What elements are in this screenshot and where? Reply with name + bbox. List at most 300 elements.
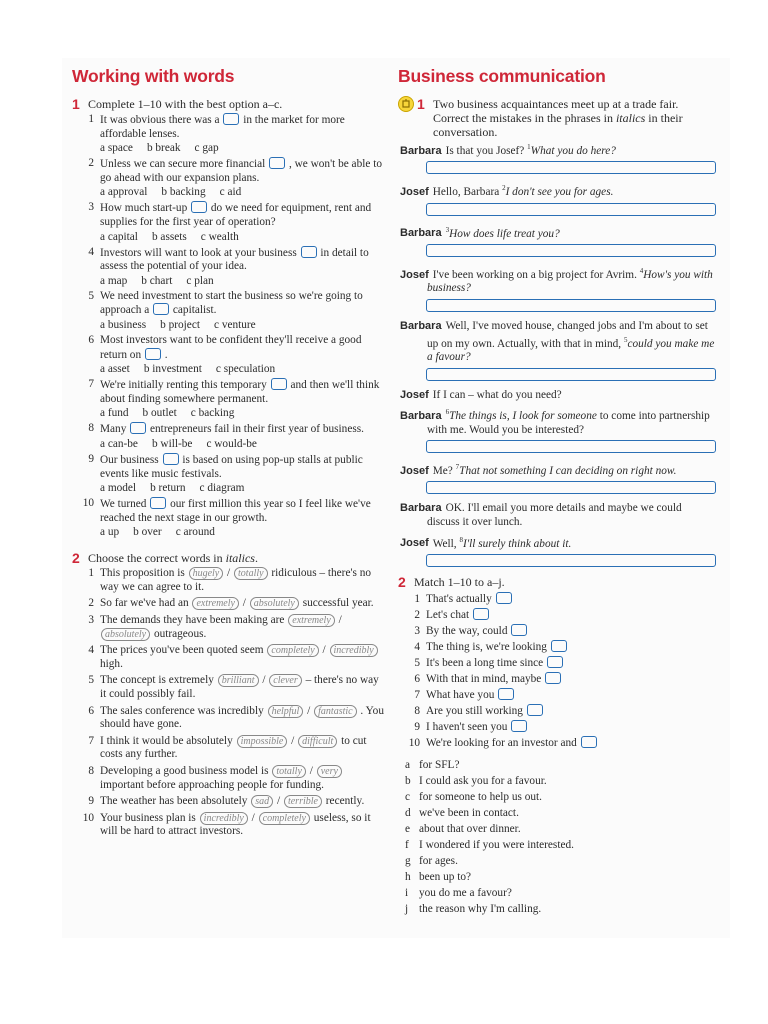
mistake-phrase: I don't see you for ages.: [505, 186, 614, 199]
exercise-instruction: [88, 551, 384, 565]
dialogue-text: Well,: [432, 537, 460, 550]
option-b[interactable]: b break: [146, 142, 181, 155]
answer-gap-input[interactable]: [223, 113, 239, 125]
mistake-number: 4: [639, 267, 644, 276]
match-answer: [405, 869, 716, 885]
answer-gap-input[interactable]: [271, 378, 287, 390]
speaker-name: Barbara: [400, 227, 442, 240]
match-answer: [405, 901, 716, 917]
question-number: 8: [88, 422, 94, 435]
correction-input[interactable]: [426, 440, 716, 453]
question-number: 1: [88, 113, 94, 125]
word-choice-1[interactable]: extremely: [192, 597, 239, 610]
option-b[interactable]: b investment: [143, 363, 202, 376]
answer-letter: e: [405, 823, 411, 836]
option-a[interactable]: a approval: [100, 186, 148, 199]
question-number: 1: [414, 593, 420, 606]
answer-text: you do me a favour?: [419, 887, 512, 900]
dialogue-line: [400, 534, 716, 551]
question-text: [426, 719, 716, 735]
question-number: 7: [88, 378, 94, 391]
match-questions: [398, 591, 716, 751]
word-choice-1[interactable]: hugely: [189, 567, 224, 580]
answer-options: [100, 141, 384, 155]
option-a[interactable]: a business: [100, 318, 147, 331]
option-a[interactable]: a fund: [100, 407, 129, 420]
answer-gap-input[interactable]: [153, 303, 169, 315]
answer-text: for ages.: [419, 855, 458, 868]
instruction-text: Two business acquaintances meet up at a trade fair. Correct the mistakes in the phrases in: [433, 97, 679, 125]
question-number: 3: [88, 201, 94, 214]
answer-text: I could ask you for a favour.: [419, 775, 547, 788]
mistake-phrase: The things is, I look for someone: [449, 409, 597, 422]
question-number: 6: [414, 673, 420, 686]
match-answers: [398, 757, 716, 917]
option-a[interactable]: a map: [100, 274, 128, 287]
answer-options: [100, 481, 384, 495]
exercise-instruction: Complete 1–10 with the best option a–c.: [88, 97, 283, 111]
question-text: [426, 607, 716, 623]
word-choice-2[interactable]: incredibly: [330, 644, 378, 657]
question-text: The prices you've been quoted seem completely / incredibly high.: [100, 644, 384, 671]
answer-gap-input[interactable]: [545, 672, 561, 684]
answer-letter: b: [405, 775, 411, 788]
word-choice-1[interactable]: totally: [272, 765, 306, 778]
question-text-after: successful year.: [302, 597, 374, 610]
answer-options: [100, 362, 384, 376]
question-text: [100, 497, 384, 525]
answer-options: [100, 437, 384, 451]
question-text-before: Unless we can secure more financial: [100, 158, 266, 171]
question-text: Let's chat: [426, 609, 470, 622]
answer-options: [100, 274, 384, 288]
working-with-words-section: [72, 66, 384, 842]
question-text: [426, 671, 716, 687]
question-text-before: How much start-up: [100, 202, 188, 215]
answer-letter: j: [405, 903, 409, 916]
answer-gap-input[interactable]: [551, 640, 567, 652]
exercise-2-list: [72, 567, 384, 839]
question-number: 9: [88, 795, 94, 808]
question-text-after: in the market for more affordable lenses.: [100, 114, 345, 140]
exercise-number: 1: [417, 96, 425, 112]
question-number: 3: [414, 625, 420, 638]
question-number: 3: [88, 614, 94, 627]
option-b[interactable]: b project: [160, 318, 200, 331]
answer-text: been up to?: [419, 871, 472, 884]
question-text-before: We turned: [100, 498, 147, 511]
correction-input[interactable]: [426, 203, 716, 216]
question-text: By the way, could: [426, 625, 508, 638]
dialogue-line: [400, 461, 716, 478]
question-number: 8: [414, 705, 420, 718]
answer-letter: i: [405, 887, 409, 900]
speaker-name: Barbara: [400, 409, 442, 422]
question-text: The weather has been absolutely sad / terrible recently.: [100, 795, 365, 808]
instruction-italic: italics: [225, 551, 255, 566]
mistake-phrase: How does life treat you?: [449, 227, 560, 240]
question-text: So far we've had an extremely / absolutely successful year.: [100, 597, 374, 610]
correction-input[interactable]: [426, 299, 716, 312]
question-text-before: The demands they have been making are: [100, 614, 285, 627]
option-b[interactable]: b backing: [161, 186, 206, 199]
question-number: 10: [408, 737, 420, 750]
match-question: [405, 591, 716, 607]
answer-gap-input[interactable]: [150, 497, 166, 509]
question-text-after: .: [164, 348, 168, 361]
question-text-after: do we need for equipment, rent and supplies for the first year of operation?: [100, 202, 372, 228]
question-item: [79, 422, 384, 437]
dialogue-text: Is that you Josef?: [445, 144, 528, 157]
answer-gap-input[interactable]: [498, 688, 514, 700]
answer-options: [100, 406, 384, 420]
question-text: Are you still working: [426, 705, 523, 718]
question-text-after: our first million this year so I feel like we've reached the next stage in our growth.: [100, 498, 371, 524]
speaker-name: Barbara: [400, 320, 442, 333]
exercise-2-header: [72, 551, 384, 565]
answer-text: for SFL?: [419, 759, 460, 772]
match-question: [405, 671, 716, 687]
question-number: 5: [414, 657, 420, 670]
option-c[interactable]: c around: [175, 526, 215, 539]
question-item: [79, 246, 384, 274]
option-a[interactable]: a model: [100, 482, 137, 495]
mistake-number: 5: [623, 335, 628, 344]
mistake-number: 6: [445, 408, 450, 417]
dialogue-text: OK. I'll email you more details and maybe we could discuss it over lunch.: [427, 502, 682, 529]
question-text-after: entrepreneurs fail in their first year of business.: [150, 423, 364, 436]
question-number: 6: [88, 704, 94, 717]
answer-options: [100, 230, 384, 244]
mistake-phrase: could you make me a favour?: [427, 337, 715, 363]
answer-letter: f: [405, 839, 409, 852]
question-item: [79, 157, 384, 185]
answer-options: [100, 318, 384, 332]
correction-input[interactable]: [426, 244, 716, 257]
question-text: Developing a good business model is totally / very important before approaching people for funding.: [100, 765, 384, 792]
match-question: [405, 735, 716, 751]
word-choice-2[interactable]: absolutely: [250, 597, 299, 610]
option-a[interactable]: a up: [100, 526, 120, 539]
question-text: [426, 623, 716, 639]
option-c[interactable]: c diagram: [199, 482, 245, 495]
word-choice-2[interactable]: difficult: [298, 735, 337, 748]
answer-gap-input[interactable]: [145, 348, 161, 360]
option-a[interactable]: a can-be: [100, 437, 138, 450]
answer-gap-input[interactable]: [581, 736, 597, 748]
question-text-before: So far we've had an: [100, 597, 189, 610]
exercise-instruction: Match 1–10 to a–j.: [414, 575, 505, 590]
question-number: 1: [88, 567, 94, 580]
option-b[interactable]: b outlet: [142, 407, 177, 420]
mistake-number: 1: [527, 143, 531, 151]
section-title-working-with-words: Working with words: [72, 66, 235, 86]
question-number: 7: [88, 734, 94, 747]
answer-letter: g: [405, 855, 411, 868]
match-answer: [405, 757, 716, 773]
option-b[interactable]: b over: [133, 526, 162, 539]
question-text: [100, 290, 384, 318]
option-c[interactable]: c gap: [194, 142, 219, 155]
answer-gap-input[interactable]: [301, 246, 317, 258]
question-number: 5: [88, 289, 94, 302]
match-question: [405, 719, 716, 735]
word-choice-2[interactable]: terrible: [284, 795, 322, 808]
option-b[interactable]: b assets: [151, 230, 187, 243]
answer-gap-input[interactable]: [511, 624, 527, 636]
question-item: [79, 705, 384, 732]
question-text: [100, 422, 384, 437]
question-text: [100, 453, 384, 481]
option-c[interactable]: c venture: [213, 318, 256, 331]
option-b[interactable]: b chart: [141, 274, 173, 287]
answer-text: we've been in contact.: [419, 807, 519, 820]
question-text-after: capitalist.: [172, 304, 217, 317]
answer-letter: d: [405, 807, 411, 820]
question-text-after: . You should have gone.: [100, 704, 384, 731]
instruction-italic: italics: [615, 111, 646, 125]
question-item: [79, 614, 384, 641]
answer-gap-input[interactable]: [496, 592, 512, 604]
question-item: [79, 378, 384, 406]
exercise-instruction: [433, 97, 716, 139]
question-number: 8: [88, 765, 94, 777]
dialogue-line: [400, 406, 716, 437]
answer-text: for someone to help us out.: [419, 791, 542, 804]
dialogue-line: [400, 502, 716, 529]
match-question: [405, 623, 716, 639]
mistake-number: 7: [455, 463, 460, 472]
answer-options: [100, 525, 384, 539]
answer-gap-input[interactable]: [163, 453, 179, 465]
speaker-name: Josef: [400, 537, 429, 550]
question-text-after: and then we'll think about finding somewhere permanent.: [100, 379, 380, 405]
question-text: [426, 687, 716, 703]
question-text-before: The sales conference was incredibly: [100, 704, 264, 717]
speaker-name: Josef: [400, 388, 429, 401]
speaker-name: Barbara: [400, 502, 442, 515]
option-c[interactable]: c plan: [186, 274, 214, 287]
question-item: [79, 334, 384, 362]
mistake-number: 8: [459, 535, 463, 544]
word-choice-1[interactable]: sad: [251, 795, 273, 808]
match-answer: [405, 821, 716, 837]
answer-text: about that over dinner.: [419, 823, 521, 836]
answer-gap-input[interactable]: [130, 422, 146, 434]
question-text: [100, 201, 384, 229]
question-item: [79, 453, 384, 481]
question-text: With that in mind, maybe: [426, 673, 542, 686]
match-answer: [405, 805, 716, 821]
question-text: [100, 246, 384, 274]
option-a[interactable]: a capital: [100, 230, 138, 243]
question-number: 4: [414, 641, 420, 654]
speaker-name: Barbara: [400, 144, 442, 157]
question-number: 9: [414, 721, 420, 734]
word-choice-1[interactable]: brilliant: [218, 674, 259, 687]
question-text-before: The concept is extremely: [100, 674, 214, 687]
match-answer: [405, 789, 716, 805]
speaker-name: Josef: [400, 186, 429, 199]
match-answer: [405, 853, 716, 869]
question-text: We're looking for an investor and: [426, 737, 577, 750]
correction-input[interactable]: [426, 368, 716, 381]
answer-options: [100, 185, 384, 199]
question-text: I think it would be absolutely impossible / difficult to cut costs any further.: [100, 734, 367, 761]
match-question: [405, 607, 716, 623]
question-text: [100, 113, 384, 141]
answer-gap-input[interactable]: [473, 608, 489, 620]
question-number: 4: [88, 644, 94, 657]
option-a[interactable]: a asset: [100, 363, 130, 376]
question-text-after: is based on using pop-up stalls at public events like music festivals.: [100, 453, 363, 480]
word-choice-2[interactable]: clever: [269, 674, 301, 687]
word-choice-2[interactable]: completely: [259, 812, 310, 825]
match-question: [405, 703, 716, 719]
word-choice-1[interactable]: impossible: [237, 735, 288, 748]
question-text-before: It was obvious there was a: [100, 114, 220, 126]
question-text-after: recently.: [325, 795, 365, 808]
question-text-after: to cut costs any further.: [100, 734, 367, 761]
correction-input[interactable]: [426, 554, 716, 567]
question-text: The demands they have been making are extremely / absolutely outrageous.: [100, 614, 342, 640]
correction-input[interactable]: [426, 481, 716, 494]
question-text: What have you: [426, 689, 495, 702]
question-number: 2: [414, 609, 420, 622]
question-text-before: Many: [100, 423, 127, 436]
question-item: [79, 674, 384, 701]
question-number: 7: [414, 689, 420, 702]
question-number: 10: [82, 497, 94, 510]
question-text-after: useless, so it will be hard to attract investors.: [100, 811, 371, 838]
question-text-after: outrageous.: [153, 627, 207, 640]
option-c[interactable]: c backing: [190, 407, 235, 420]
word-choice-2[interactable]: fantastic: [314, 705, 356, 718]
word-choice-1[interactable]: helpful: [268, 705, 304, 718]
option-b[interactable]: b return: [150, 482, 186, 495]
dialogue-line: [400, 224, 716, 241]
match-question: [405, 639, 716, 655]
word-choice-2[interactable]: absolutely: [101, 628, 150, 641]
section-title-business-communication: Business communication: [398, 66, 606, 86]
question-item: [79, 765, 384, 792]
correction-input[interactable]: [426, 161, 716, 174]
match-answer: [405, 773, 716, 789]
word-choice-1[interactable]: completely: [267, 644, 318, 657]
answer-text: the reason why I'm calling.: [419, 903, 542, 916]
question-text-before: The weather has been absolutely: [100, 795, 248, 808]
question-text-before: Investors will want to look at your business: [100, 246, 297, 259]
option-c[interactable]: c wealth: [200, 230, 239, 243]
question-text-before: This proposition is: [100, 567, 185, 580]
answer-gap-input[interactable]: [191, 201, 207, 213]
option-a[interactable]: a space: [100, 142, 133, 155]
option-c[interactable]: c speculation: [215, 363, 276, 376]
dialogue-text: Hello, Barbara: [432, 186, 503, 199]
word-choice-2[interactable]: totally: [234, 567, 268, 580]
question-text: It's been a long time since: [426, 657, 544, 670]
dialogue-text-rest: to come into partnership with me. Would you be interested?: [427, 409, 710, 436]
instruction-end: .: [254, 551, 258, 566]
answer-gap-input[interactable]: [527, 704, 543, 716]
question-text: [426, 655, 716, 671]
word-choice-1[interactable]: incredibly: [200, 812, 248, 825]
question-item: [79, 201, 384, 229]
question-text: [426, 703, 716, 719]
audio-play-icon[interactable]: [398, 96, 414, 112]
question-text: I haven't seen you: [426, 721, 508, 734]
question-text: The concept is extremely brilliant / clever – there's no way it could possibly fail.: [100, 674, 379, 701]
question-text-before: Most investors want to be confident they'll receive a good return on: [100, 333, 362, 361]
match-answer: [405, 837, 716, 853]
dialogue-text: I've been working on a big project for Avrim.: [432, 268, 640, 281]
question-text: The sales conference was incredibly helpful / fantastic . You should have gone.: [100, 704, 384, 731]
question-text: [426, 591, 716, 607]
mistake-phrase: I'll surely think about it.: [462, 537, 572, 550]
question-text: [426, 639, 716, 655]
speaker-name: Josef: [400, 464, 429, 477]
question-text: [100, 334, 384, 362]
question-text-before: We need investment to start the business so we're going to approach a: [100, 289, 363, 317]
answer-gap-input[interactable]: [547, 656, 563, 668]
question-number: 10: [82, 811, 94, 824]
mistake-phrase: What you do here?: [530, 144, 616, 157]
option-c[interactable]: c aid: [219, 186, 242, 199]
dialogue-text: Me?: [432, 464, 456, 477]
answer-letter: h: [405, 871, 411, 884]
dialogue-line: [400, 141, 716, 158]
instruction-text: Choose the correct words in: [88, 551, 226, 566]
answer-gap-input[interactable]: [269, 157, 285, 169]
speaker-name: Josef: [400, 268, 429, 281]
mistake-number: 2: [502, 184, 506, 193]
question-text: Your business plan is incredibly / completely useless, so it will be hard to attract investors.: [100, 811, 371, 838]
question-text-after: high.: [100, 657, 123, 670]
word-choice-2[interactable]: very: [317, 765, 342, 778]
word-choice-1[interactable]: extremely: [288, 614, 335, 627]
dialogue-list: [398, 141, 716, 567]
question-text-after: in detail to assess the potential of your idea.: [100, 246, 369, 273]
question-item: [79, 735, 384, 762]
exercise-2-header: [398, 575, 716, 589]
question-text-after: important before approaching people for funding.: [100, 778, 324, 791]
question-text-before: Developing a good business model is: [100, 765, 269, 777]
exercise-1-list: [72, 113, 384, 539]
mistake-phrase: How's you with business?: [427, 268, 713, 295]
question-text: That's actually: [426, 593, 492, 606]
option-c[interactable]: c would-be: [206, 437, 257, 450]
question-number: 9: [88, 452, 94, 465]
question-text-before: We're initially renting this temporary: [100, 379, 267, 392]
question-number: 5: [88, 674, 94, 687]
answer-gap-input[interactable]: [511, 720, 527, 732]
question-text: [100, 157, 384, 185]
question-text-before: Our business: [100, 453, 159, 466]
match-answer: [405, 885, 716, 901]
question-item: [79, 812, 384, 839]
exercise-number: 2: [398, 574, 406, 591]
question-text-before: The prices you've been quoted seem: [100, 644, 264, 657]
option-b[interactable]: b will-be: [151, 437, 193, 450]
dialogue-text: Well, I've moved house, changed jobs and I'm about to set up on my own. Actually, with that in mind,: [427, 320, 708, 350]
question-text: The thing is, we're looking: [426, 641, 547, 654]
question-text: [426, 735, 716, 751]
question-text-after: – there's no way it could possibly fail.: [100, 674, 379, 701]
question-item: [79, 795, 384, 809]
question-item: [79, 497, 384, 525]
question-item: [79, 113, 384, 141]
instruction-end: in their conversation.: [433, 111, 683, 139]
